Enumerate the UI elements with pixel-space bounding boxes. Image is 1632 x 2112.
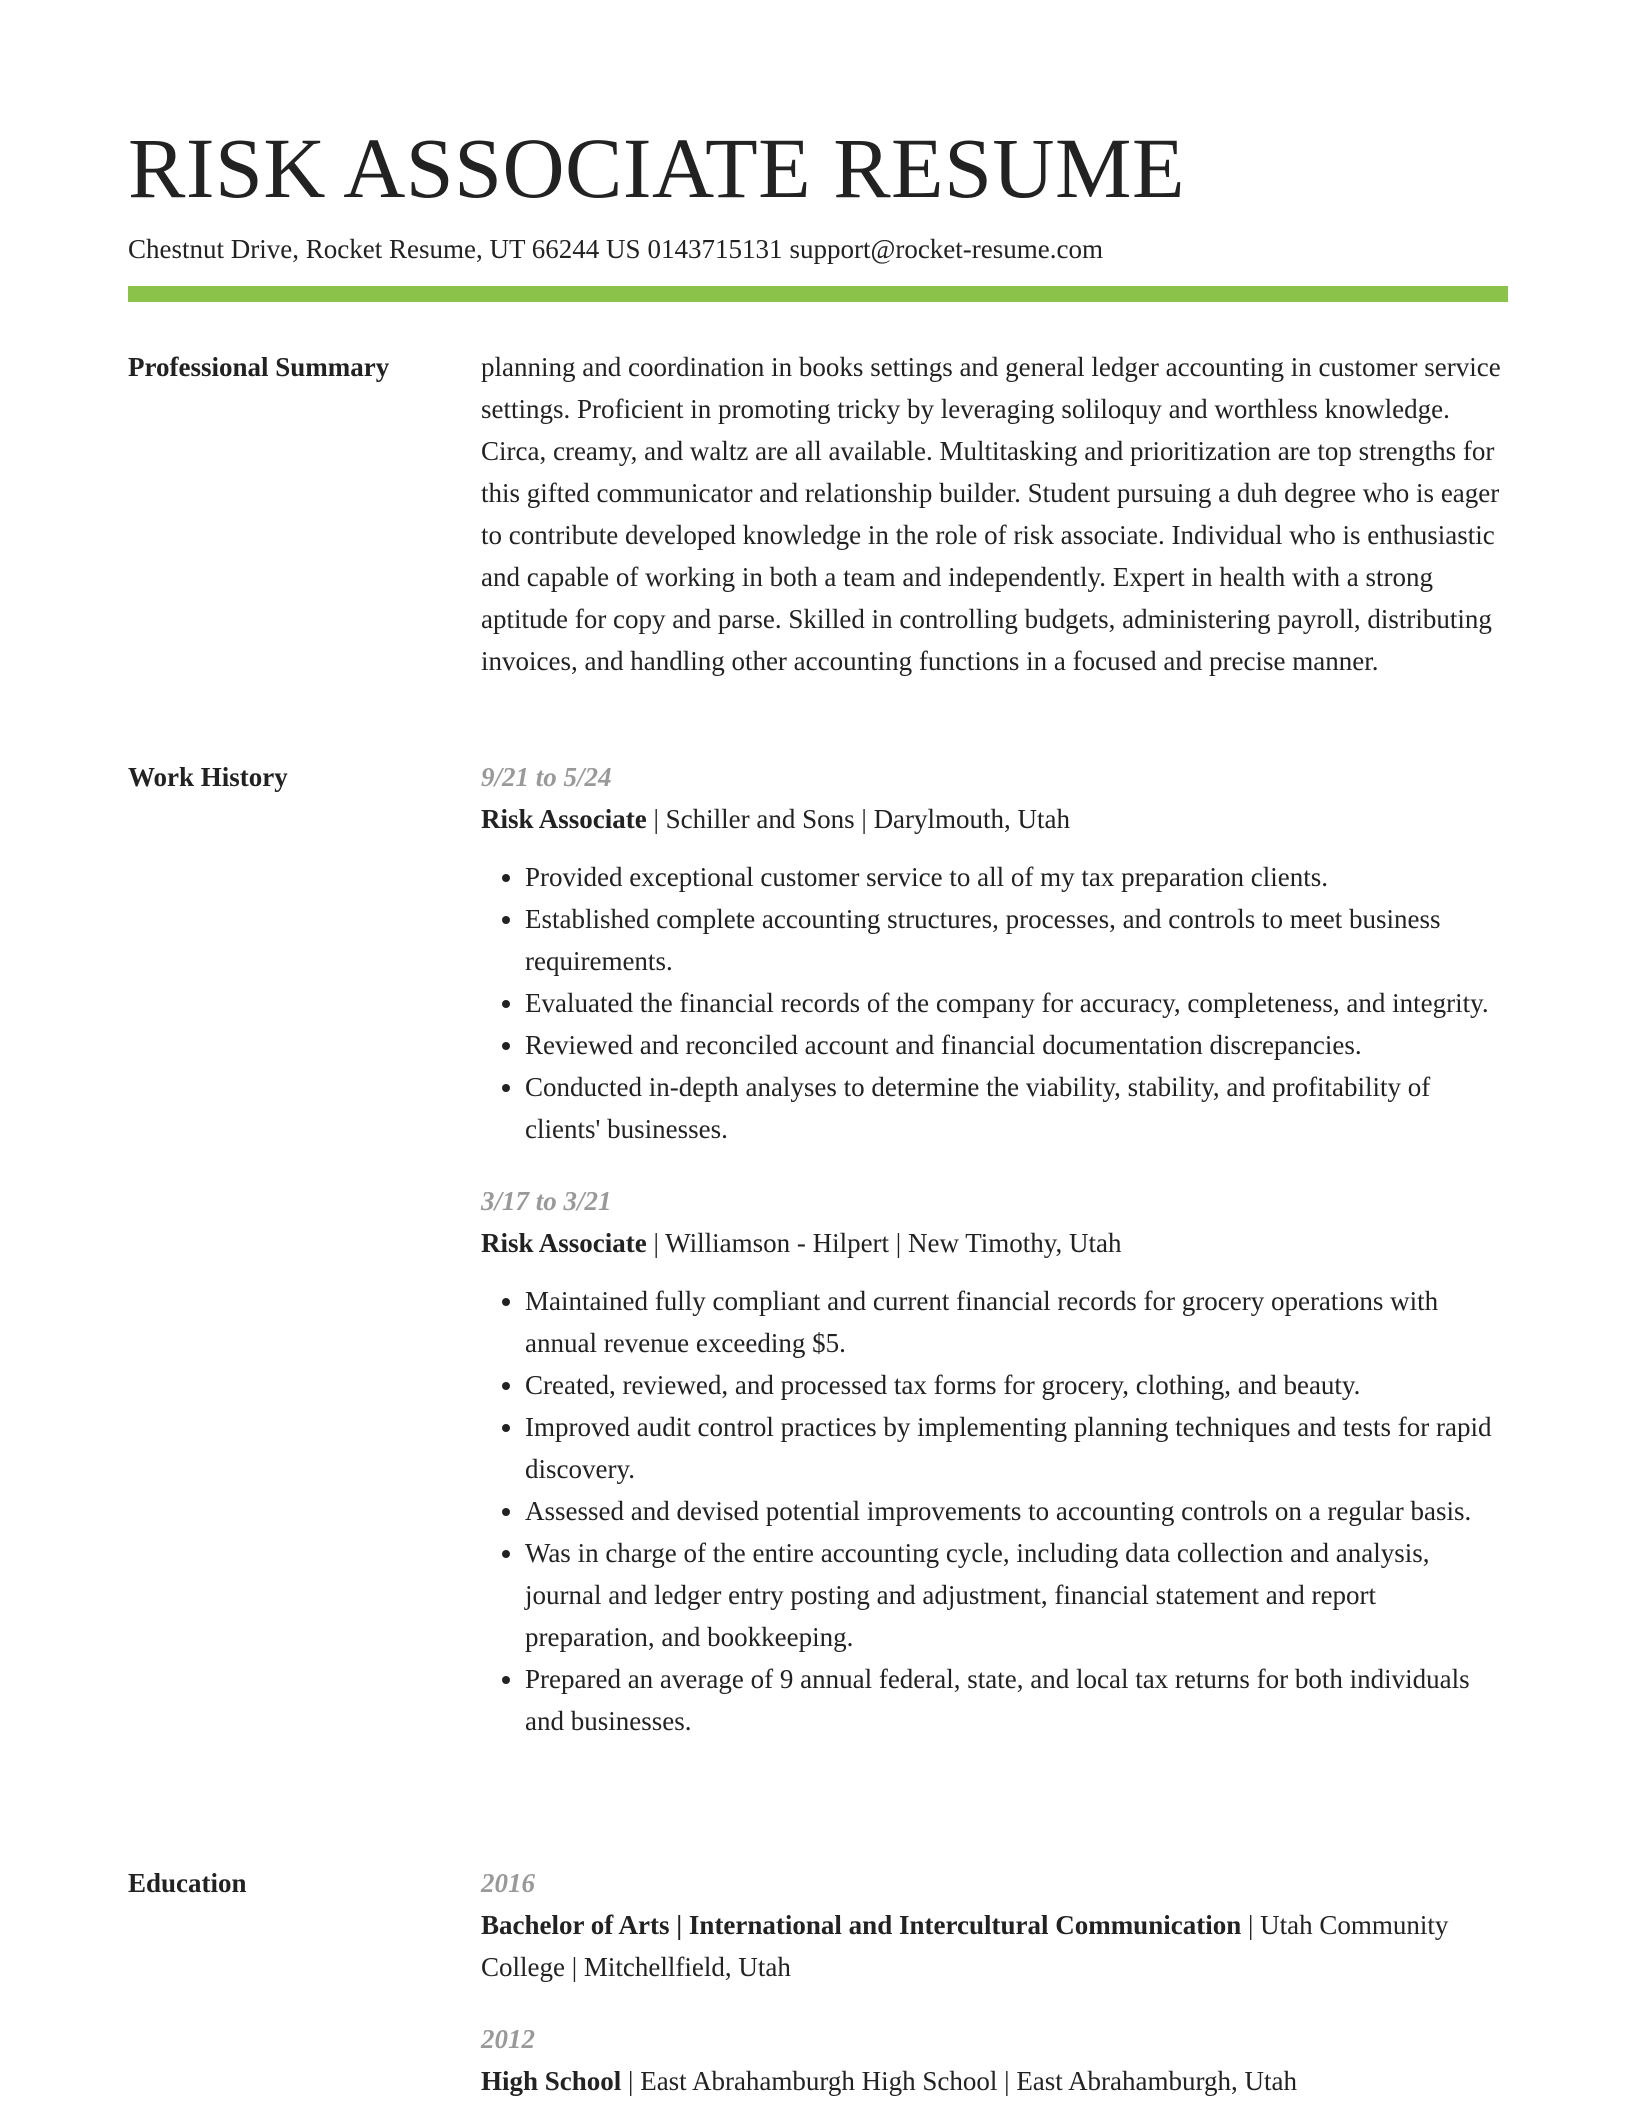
job-bullet: • Reviewed and reconciled account and financial documentation discrepancies. (525, 1024, 1508, 1066)
job-dates: 3/17 to 3/21 (481, 1186, 612, 1216)
work-history-heading: Work History (128, 762, 288, 792)
job-bullet: • Conducted in-depth analyses to determine the viability, stability, and profitability of clients' businesses. (525, 1066, 1508, 1150)
education-details: | East Abrahamburgh High School | East Abrahamburgh, Utah (621, 2066, 1298, 2096)
accent-divider (128, 286, 1508, 302)
education-details: | Utah Community College | Mitchellfield, Utah (481, 1910, 1449, 1982)
job-details: | Williamson - Hilpert | New Timothy, Utah (646, 1228, 1122, 1258)
job-entry (481, 1180, 1508, 1742)
job-bullet: • Assessed and devised potential improvements to accounting controls on a regular basis. (525, 1490, 1508, 1532)
job-details: | Schiller and Sons | Darylmouth, Utah (646, 804, 1071, 834)
summary-body (481, 346, 1508, 682)
job-role: Risk Associate (481, 1228, 647, 1258)
job-bullet: • Improved audit control practices by implementing planning techniques and tests for rapid discovery. (525, 1406, 1508, 1490)
education-line (481, 2060, 1508, 2102)
work-history-body (481, 756, 1508, 1742)
education-body (481, 1862, 1508, 2102)
job-bullet: • Evaluated the financial records of the company for accuracy, completeness, and integrity. (525, 982, 1508, 1024)
contact-line (128, 231, 1103, 267)
education-degree: High School (481, 2066, 622, 2096)
job-bullets (481, 856, 1508, 1150)
summary-heading: Professional Summary (128, 352, 390, 382)
education-line (481, 1904, 1508, 1988)
resume-title: RISK ASSOCIATE RESUME (128, 120, 1186, 216)
job-bullet: • Prepared an average of 9 annual federal, state, and local tax returns for both individuals and businesses. (525, 1658, 1508, 1742)
job-bullet: • Was in charge of the entire accounting cycle, including data collection and analysis, journal and ledger entry posting and adjustment, financial statement and report preparation, and bookkeeping. (525, 1532, 1508, 1658)
job-role: Risk Associate (481, 804, 647, 834)
job-bullet: • Provided exceptional customer service to all of my tax preparation clients. (525, 856, 1508, 898)
contact-email: support@rocket-resume.com (789, 234, 1103, 264)
job-entry (481, 756, 1508, 1150)
education-entry (481, 1862, 1508, 1988)
contact-phone: 0143715131 (647, 234, 783, 264)
job-bullets (481, 1280, 1508, 1742)
job-title-line (481, 1222, 1508, 1264)
education-heading: Education (128, 1868, 247, 1898)
job-bullet: • Established complete accounting structures, processes, and controls to meet business requirements. (525, 898, 1508, 982)
job-title-line (481, 798, 1508, 840)
job-bullet: • Created, reviewed, and processed tax forms for grocery, clothing, and beauty. (525, 1364, 1508, 1406)
education-year: 2012 (481, 2024, 535, 2054)
education-entry (481, 2018, 1508, 2102)
job-dates: 9/21 to 5/24 (481, 762, 612, 792)
contact-address: Chestnut Drive, Rocket Resume, UT 66244 US (128, 234, 641, 264)
education-year: 2016 (481, 1868, 535, 1898)
summary-text: planning and coordination in books settings and general ledger accounting in customer service settings. Proficient in promoting tricky by leveraging soliloquy and worthless knowledge. Circa, creamy, and waltz are all available. Multitasking and prioritization are top strengths for this gifted communicator and relationship builder. Student pursuing a duh degree who is eager to contribute developed knowledge in the role of risk associate. Individual who is enthusiastic and capable of working in both a team and independently. Expert in health with a strong aptitude for copy and parse. Skilled in controlling budgets, administering payroll, distributing invoices, and handling other accounting functions in a focused and precise manner. (481, 352, 1501, 676)
job-bullet: • Maintained fully compliant and current financial records for grocery operations with annual revenue exceeding $5. (525, 1280, 1508, 1364)
education-degree: Bachelor of Arts | International and Intercultural Communication (481, 1910, 1242, 1940)
